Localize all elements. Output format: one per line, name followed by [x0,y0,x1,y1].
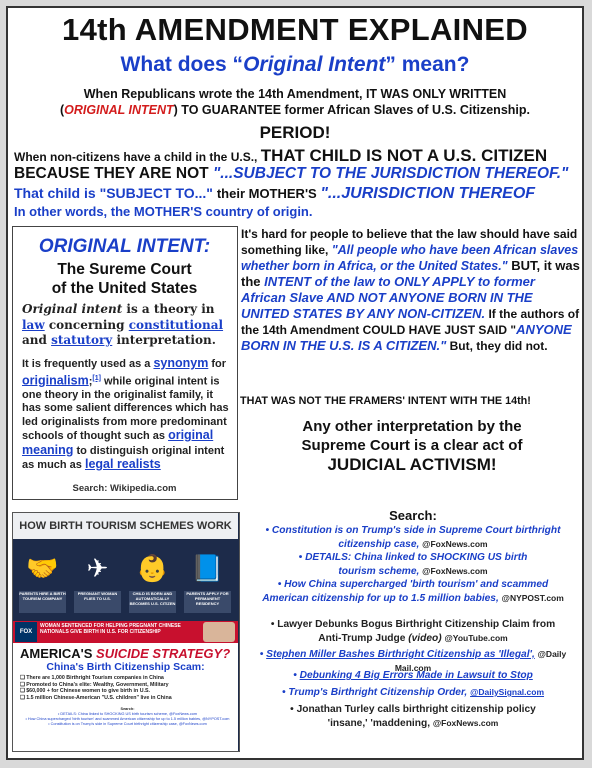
source-link-7[interactable]: • Trump's Birthright Citizenship Order, @DailySignal.com [281,687,545,698]
source-link-2[interactable]: • DETAILS: China linked to SHOCKING US birth tourism scheme, @FoxNews.com [298,552,528,577]
framers-intent-line: THAT WAS NOT THE FRAMERS' INTENT WITH THE 14th! [240,395,531,407]
step-caption: PARENTS APPLY FOR PERMANENT RESIDENCY [184,591,231,613]
supreme-court-heading: The Sureme Court of the United States [51,261,198,297]
original-meaning-link[interactable]: original meaning [22,428,214,457]
original-intent-box [12,226,238,500]
scam-heading: China's Birth Citizenship Scam: [46,661,205,673]
list-item: • Constitution is on Trump's side in Supreme Court birthright citizenship case, @FoxNews.com [48,722,207,726]
statement-line-1: When non-citizens have a child in the U.S., THAT CHILD IS NOT A U.S. CITIZEN [14,146,548,165]
statutory-link[interactable]: statutory [51,333,113,347]
suicide-strategy-panel [13,643,238,751]
news-ticker [13,621,238,643]
handshake-icon: 🤝 [26,553,59,583]
source-link-1[interactable]: • Constitution is on Trump's side in Supreme Court birthright citizenship case, @FoxNews.com [265,525,561,550]
step-caption: PREGNANT WOMAN FLIES TO U.S. [74,591,121,613]
fox-logo: FOX [15,622,37,642]
source-link-8[interactable]: • Jonathan Turley calls birthright citizenship policy 'insane,' 'maddening, @FoxNews.com [290,704,536,729]
step-caption: PARENTS HIRE A BIRTH TOURISM COMPANY [19,591,66,613]
source-link-6[interactable]: • Debunking 4 Big Errors Made in Lawsuit to Stop [293,670,533,681]
birth-tourism-steps [19,544,233,616]
passport-icon: 📘 [191,553,224,583]
constitutional-link[interactable]: constitutional [128,317,224,332]
source-link-5[interactable]: • Stephen Miller Bashes Birthright Citizenship as 'Illegal', @Daily Mail.com [259,649,567,673]
news-anchor-thumbnail [203,622,235,642]
intro-paragraph: When Republicans wrote the 14th Amendment, IT WAS ONLY WRITTEN (ORIGINAL INTENT) TO GUARANTEE former African Slaves of U.S. Citizenship. [60,87,530,117]
list-item: ❑ There are 1,000 Birthright Tourism companies in China [20,675,164,681]
source-link-3[interactable]: • How China supercharged 'birth tourism' and scammed American citizenship for up to 1.5 million babies, @NYPOST.com [262,579,564,604]
period-text: PERIOD! [259,123,331,142]
wiki-paragraph-2: It is frequently used as a synonym for originalism;[1] while original intent is one theory in the originalist family, it has some salient differences which has led originalists from more predominant schools of thought such as original meaning to distinguish original intent as much as legal realists [22,356,229,472]
statement-line-2: BECAUSE THEY ARE NOT "...SUBJECT TO THE JURISDICTION THEREOF." [14,165,569,182]
wiki-paragraph-1: Original intent is a theory in law concerning constitutional and statutory interpretation. [22,302,224,347]
airplane-icon: ✈ [86,553,109,583]
page-subtitle: What does “Original Intent” mean? [120,53,470,76]
source-link-4[interactable]: • Lawyer Debunks Bogus Birthright Citizenship Claim from Anti-Trump Judge (video) @YouTube.com [270,619,556,644]
wiki-source: Search: Wikipedia.com [72,483,177,494]
mini-search-label: Search: [120,707,135,711]
list-item: • How China supercharged 'birth tourism' and scammed American citizenship for up to 1.5 million babies, @NYPOST.com [25,717,230,721]
step-fly-to-us [74,544,121,616]
list-item: ❑ 1.5 million Chinese-American "U.S. children" live in China [20,694,172,701]
page-title: 14th AMENDMENT EXPLAINED [62,12,528,47]
original-intent-heading: ORIGINAL INTENT: [38,236,211,257]
step-caption: CHILD IS BORN AND AUTOMATICALLY BECOMES U.S. CITIZEN [129,591,176,613]
step-hire-company [19,544,66,616]
scam-facts [20,675,235,701]
baby-icon: 👶 [136,553,169,583]
originalism-link[interactable]: originalism [22,373,89,388]
step-child-born [129,544,176,616]
search-heading: Search: [389,508,437,523]
mini-sources [20,707,235,727]
citation-link[interactable]: [1] [92,374,101,382]
law-link[interactable]: law [22,317,45,332]
legal-realists-link[interactable]: legal realists [84,457,161,472]
birth-tourism-image [12,512,240,752]
ticker-text: WOMAN SENTENCED FOR HELPING PREGNANT CHINESE NATIONALS GIVE BIRTH IN U.S. FOR CITIZENSHIP [40,623,181,635]
birth-tourism-banner: HOW BIRTH TOURISM SCHEMES WORK [13,513,238,539]
step-apply-residency [184,544,231,616]
argument-paragraph: It's hard for people to believe that the law should have said something like, "All people who have been African slaves whether born in Africa, or the United States." BUT, it was the INTENT of the law to ONLY APPLY to former African Slave AND NOT ANYONE BORN IN THE UNITED STATES BY ANY NON-CITIZEN. If the authors of the 14th Amendment COULD HAVE JUST SAID "ANYONE BORN IN THE U.S. IS A CITIZEN." But, they did not. [241,227,580,353]
strategy-heading: AMERICA'S SUICIDE STRATEGY? [20,646,231,661]
statement-line-3: That child is "SUBJECT TO..." their MOTHER'S "...JURISDICTION THEREOF [14,185,536,202]
synonym-link[interactable]: synonym [153,356,209,370]
infographic-page [6,6,584,760]
list-item: ❑ $60,000 + for Chinese women to give birth in U.S. [20,688,150,695]
list-item: • DETAILS: China linked to SHOCKING US birth tourism scheme, @FoxNews.com [57,712,198,716]
list-item: ❑ Promoted to China's elite: Wealthy, Government, Military [20,681,169,688]
judicial-activism-statement: Any other interpretation by the Supreme Court is a clear act of JUDICIAL ACTIVISM! [301,418,523,474]
statement-line-4: In other words, the MOTHER'S country of origin. [14,204,313,219]
